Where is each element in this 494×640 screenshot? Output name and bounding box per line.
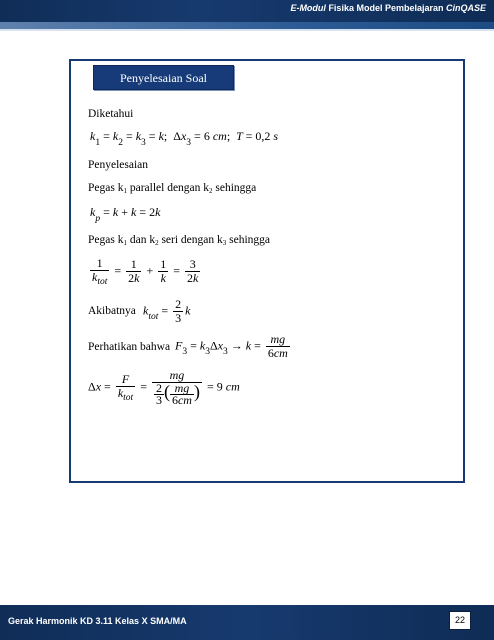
header-stripe: [0, 22, 494, 29]
series-equation: $\frac{1}{k_{tot}}$ = $\frac{1}{2k}$ + $\frac{1}{k}$ = $\frac{3}{2k}$: [92, 256, 199, 287]
diketahui-label: Diketahui: [88, 108, 134, 120]
module-title: E-Modul Fisika Model Pembelajaran CinQASE: [290, 3, 486, 13]
parallel-sentence: Pegas k1 parallel dengan k2 sehingga: [88, 182, 257, 195]
section-heading: Penyelesaian Soal: [93, 65, 234, 90]
delta-x-equation: Δx = $\frac{F}{k_{tot}}$ = mg $\frac{2}{3}$ ( $\frac{mg}{6cm}$ ) = 9 cm: [88, 368, 240, 407]
header-bar: [0, 0, 494, 22]
series-sentence: Pegas k1 dan k2 seri dengan k3 sehingga: [88, 234, 271, 247]
footer-bar: [0, 605, 494, 640]
perhatikan-label: Perhatikan bahwa: [88, 341, 171, 353]
footer-text: Gerak Harmonik KD 3.11 Kelas X SMA/MA: [8, 616, 187, 626]
ktot-equation: $k_{tot}$ = $\frac{2}{3}$ k: [143, 297, 191, 325]
force-equation: $F_3 = k_3\Delta x_3 \to k$ = $\frac{mg}{6cm}$: [175, 332, 288, 360]
akibatnya-label: Akibatnya: [88, 305, 136, 317]
page-number: 22: [449, 611, 471, 630]
kp-equation: $k_p = k + k = 2k$: [90, 205, 161, 224]
header-stripe-light: [0, 29, 494, 31]
penyelesaian-label: Penyelesaian: [88, 159, 149, 171]
given-equation: $k_1 = k_2 = k_3 = k$; $\Delta x_3 = 6$ cm; T = 0,2 s: [90, 129, 279, 148]
